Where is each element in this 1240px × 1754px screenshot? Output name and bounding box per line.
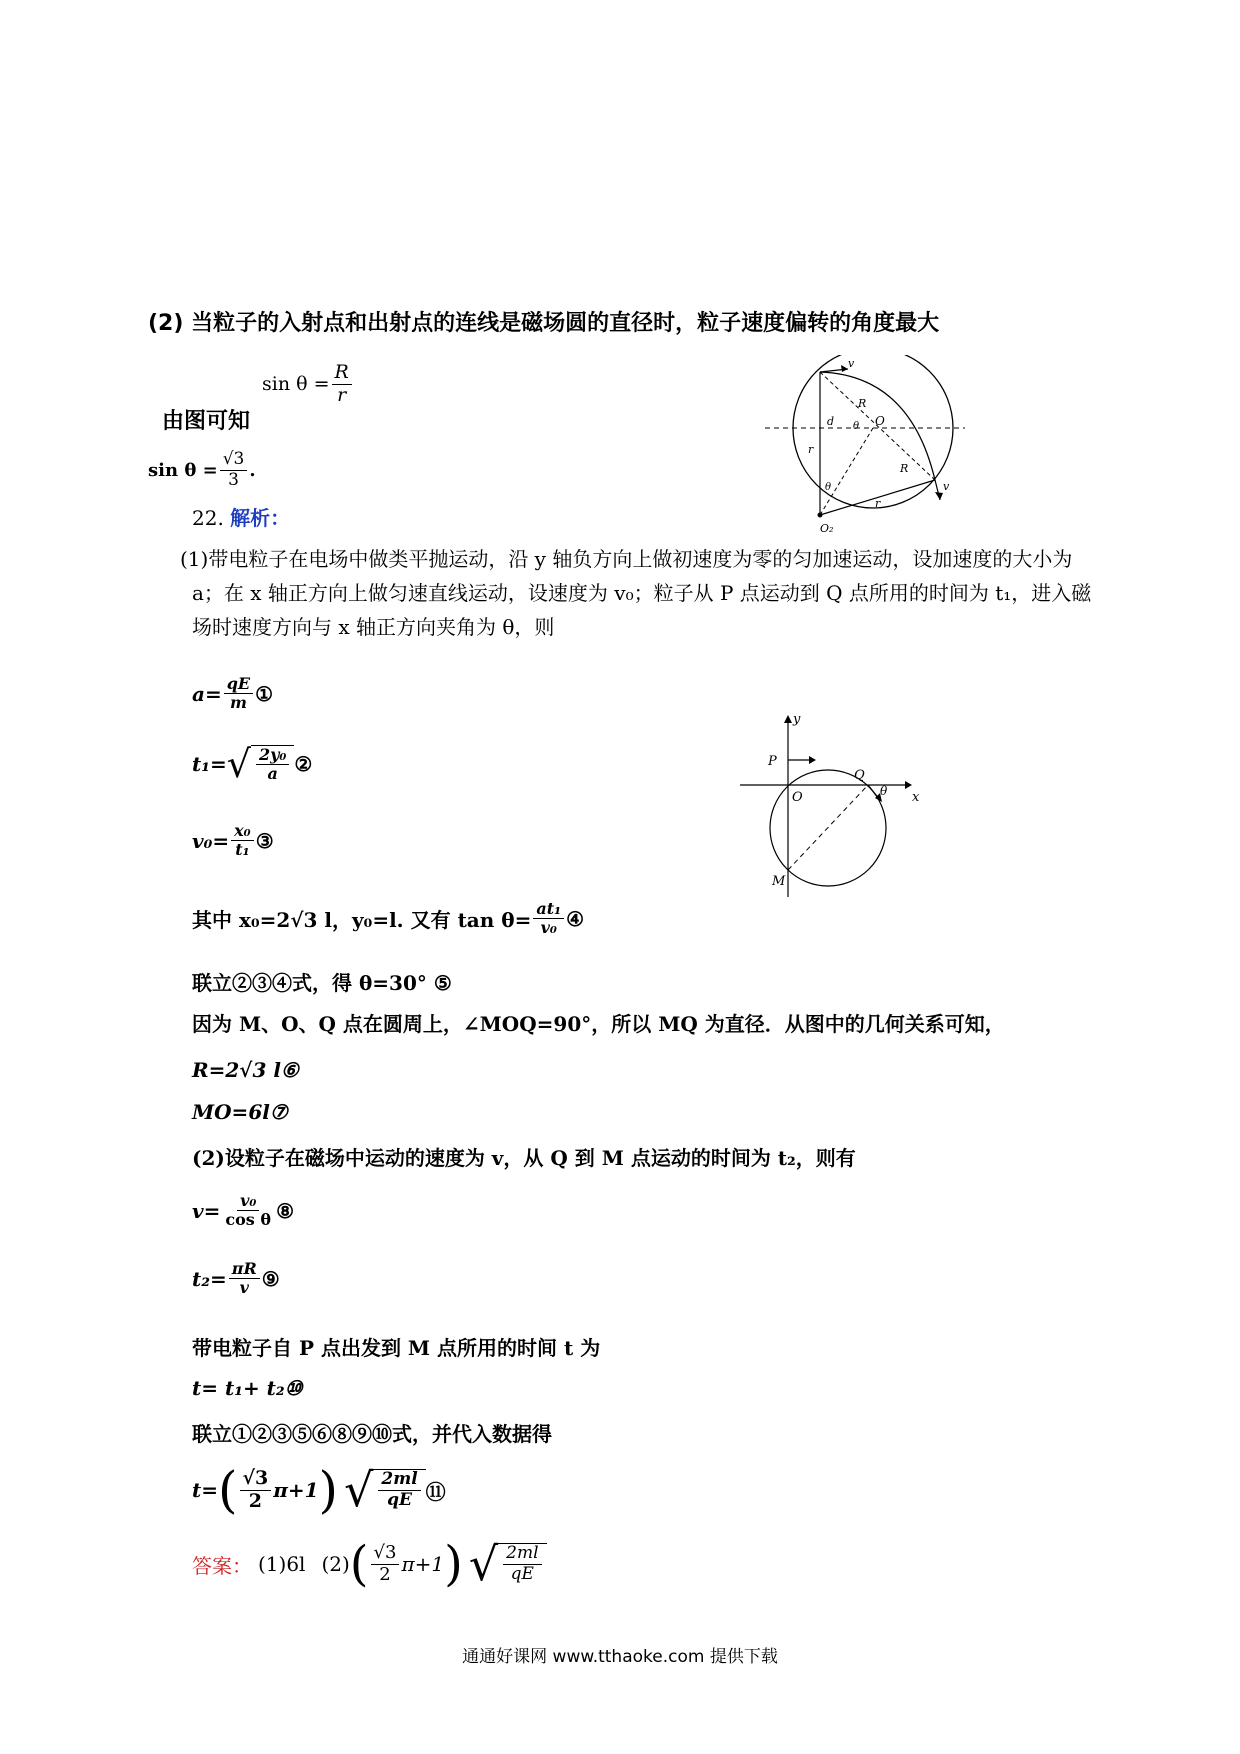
fig1-label-O: O	[875, 414, 885, 428]
eq11-sq-den: qE	[387, 1490, 412, 1510]
initial-velocity-arrowhead-icon	[809, 756, 816, 764]
equation-11	[192, 1461, 446, 1519]
paragraph-1: (1)带电粒子在电场中做类平抛运动，沿 y 轴负方向上做初速度为零的匀加速运动，设加速度的大小为 a；在 x 轴正方向上做匀速直线运动，设速度为 v₀；粒子从 P 点运动到 Q 点所用的时间为 t₁，进入磁场时速度方向与 x 轴正方向夹角为 θ，则	[180, 547, 1092, 639]
fig1-label-R2: R	[900, 462, 909, 475]
answer-line	[192, 1536, 547, 1592]
equation-1	[192, 675, 273, 713]
answer-label: 答案：	[192, 1553, 252, 1578]
y-axis-arrow-icon	[784, 715, 792, 723]
arrowhead-top-icon	[841, 365, 848, 372]
analysis-label: 解析：	[230, 506, 291, 530]
fig1-label-v-right: v	[943, 480, 950, 493]
eq8-lhs: v=	[192, 1198, 221, 1223]
fig2-label-theta: θ	[880, 784, 888, 798]
sqrt-sign-icon: √	[468, 1537, 499, 1591]
arrowhead-right-icon	[935, 492, 943, 500]
answer-frac-num: √3	[371, 1543, 400, 1565]
sin-theta-lhs: sin θ =	[262, 373, 330, 396]
eq4-num: at₁	[533, 900, 564, 919]
page-footer: 通通好课网 www.tthaoke.com 提供下载	[462, 1647, 778, 1667]
part2-heading: (2) 当粒子的入射点和出射点的连线是磁场圆的直径时，粒子速度偏转的角度最大	[148, 311, 940, 336]
field-circle	[793, 355, 953, 508]
equation-2	[192, 742, 313, 787]
equation-4	[192, 900, 584, 938]
equation-9	[192, 1260, 280, 1298]
eq1-lhs: a=	[192, 681, 222, 706]
equation-8	[192, 1192, 294, 1230]
eq9-num: πR	[229, 1260, 260, 1279]
eq4-mark: ④	[566, 906, 585, 931]
figure-coordinate-circle-diagram	[730, 705, 930, 905]
answer-right-paren-icon: )	[444, 1536, 463, 1592]
eq2-num: 2y₀	[256, 746, 289, 765]
figure-magnetic-circle-diagram	[760, 355, 970, 535]
sin-theta-formula	[262, 362, 354, 407]
sqrt-sign-icon: √	[344, 1463, 374, 1517]
fig1-label-theta1: θ	[853, 421, 860, 432]
eq2-den: a	[267, 764, 278, 784]
answer-part1: (1)6l	[258, 1552, 306, 1576]
sin-theta-value-den: 3	[228, 469, 239, 490]
eq1-num: qE	[224, 675, 253, 694]
problem-number: 22.	[192, 506, 224, 530]
fig2-label-O: O	[792, 790, 803, 805]
eq11-mark: ⑪	[425, 1479, 446, 1504]
eq4-text: 其中 x₀=2√3 l，y₀=l. 又有 tan θ=	[192, 908, 532, 933]
line-7: R=2√3 l⑥	[192, 1058, 299, 1082]
answer-left-paren-icon: (	[349, 1536, 369, 1592]
right-paren-icon: )	[318, 1461, 339, 1519]
line-9: (2)设粒子在磁场中运动的速度为 v，从 Q 到 M 点运动的时间为 t₂，则有	[192, 1146, 856, 1170]
eq3-den: t₁	[235, 840, 250, 860]
eq3-num: x₀	[231, 822, 254, 841]
sin-theta-den: r	[337, 383, 347, 406]
fig1-label-r2: r	[875, 497, 881, 510]
fig1-label-theta2: θ	[825, 482, 832, 493]
eq11-frac-den: 2	[248, 1489, 262, 1512]
fig2-label-M: M	[772, 874, 786, 889]
sin-theta-num: R	[332, 362, 352, 385]
from-figure-label: 由图可知	[162, 409, 251, 434]
answer-part2: (2)	[321, 1552, 350, 1576]
left-paren-icon: (	[218, 1461, 238, 1519]
center-O2-dot	[818, 513, 823, 518]
fig1-label-O2: O₂	[820, 522, 834, 535]
line-11: t= t₁+ t₂⑩	[192, 1376, 303, 1400]
eq9-mark: ⑨	[261, 1266, 280, 1291]
eq11-frac-num: √3	[240, 1468, 272, 1491]
x-axis-arrow-icon	[905, 781, 912, 789]
sin-theta-value	[148, 450, 256, 490]
fig1-label-v-top: v	[848, 357, 855, 370]
eq8-mark: ⑧	[276, 1198, 294, 1223]
eq2-mark: ②	[294, 752, 313, 777]
fig2-label-y: y	[793, 712, 801, 727]
fig2-label-P: P	[768, 754, 777, 769]
problem-header	[192, 502, 290, 531]
line-8: MO=6l⑦	[192, 1100, 288, 1124]
line-5: 联立②③④式，得 θ=30° ⑤	[192, 971, 452, 995]
eq1-mark: ①	[255, 681, 274, 706]
sin-theta-value-tail: .	[249, 459, 256, 481]
answer-sq-num: 2ml	[503, 1544, 541, 1565]
line-10: 带电粒子自 P 点出发到 M 点所用的时间 t 为	[192, 1336, 601, 1360]
answer-pi-plus: π+1	[401, 1552, 445, 1576]
sqrt-sign-icon: √	[226, 742, 251, 787]
fig2-label-Q: Q	[854, 768, 865, 783]
center-dashed-line	[820, 428, 873, 515]
eq1-den: m	[229, 693, 247, 713]
eq8-den: cos θ	[225, 1210, 272, 1230]
eq3-mark: ③	[255, 828, 274, 853]
fig2-label-x: x	[912, 790, 920, 805]
answer-frac-den: 2	[379, 1563, 391, 1585]
line-6: 因为 M、O、Q 点在圆周上，∠MOQ=90°，所以 MQ 为直径．从图中的几何关系可知，	[192, 1012, 1005, 1036]
answer-sq-den: qE	[510, 1564, 534, 1584]
sin-theta-value-num: √3	[220, 450, 248, 471]
fig1-label-d: d	[827, 415, 835, 428]
eq9-den: v	[239, 1278, 249, 1298]
fig1-label-R1: R	[858, 397, 867, 410]
eq4-den: v₀	[540, 918, 557, 938]
equation-3	[192, 822, 274, 860]
line-12: 联立①②③⑤⑥⑧⑨⑩式，并代入数据得	[192, 1422, 552, 1446]
eq11-sq-num: 2ml	[378, 1470, 420, 1491]
eq11-lhs: t=	[192, 1478, 218, 1502]
eq9-lhs: t₂=	[192, 1266, 227, 1291]
eq8-num: v₀	[237, 1192, 259, 1211]
fig1-label-r1: r	[808, 443, 814, 456]
sin-theta-value-lhs: sin θ =	[148, 459, 218, 481]
eq3-lhs: v₀=	[192, 828, 230, 853]
eq11-pi-plus: π+1	[273, 1478, 319, 1502]
eq2-lhs: t₁=	[192, 752, 227, 777]
